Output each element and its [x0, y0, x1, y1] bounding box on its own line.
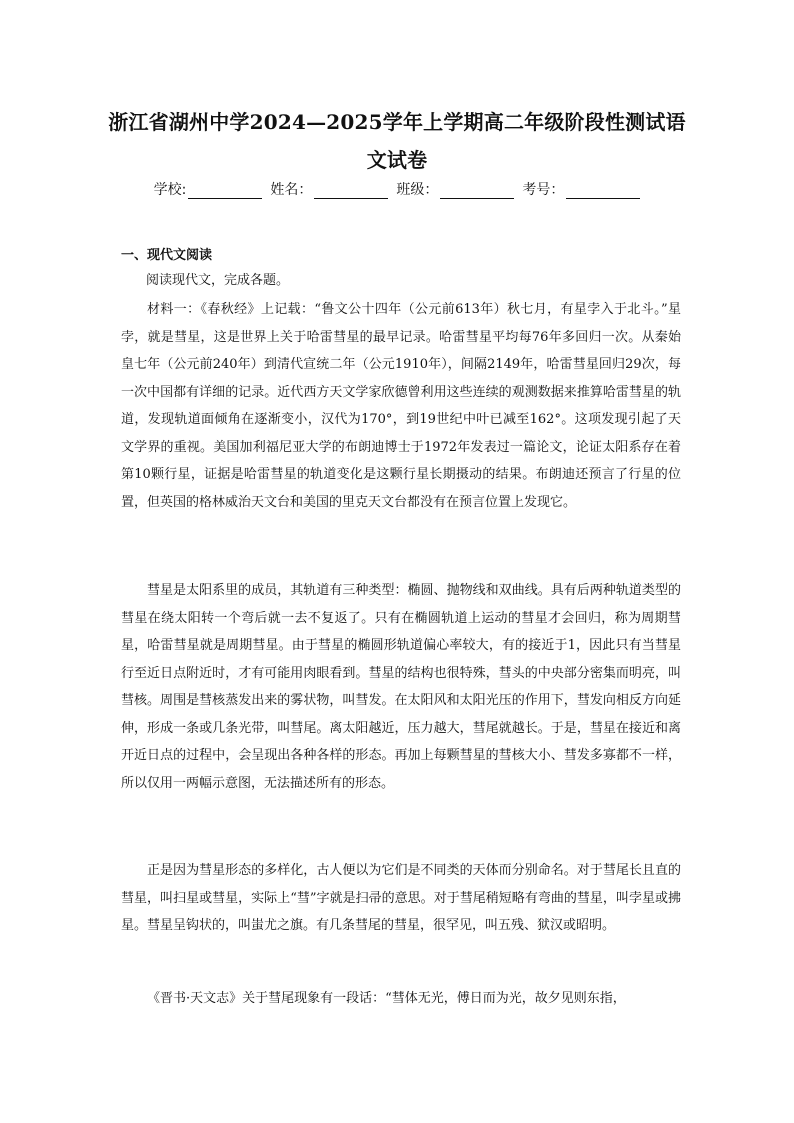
section-heading: 一、现代文阅读	[121, 248, 213, 263]
class-field	[396, 179, 514, 199]
paragraph-text: 彗星是太阳系里的成员，其轨道有三种类型：椭圆、抛物线和双曲线。具有后两种轨道类型的彗星在绕太阳转一个弯后就一去不复返了。只有在椭圆轨道上运动的彗星才会回归，称为周期彗星，哈雷彗星就是周期彗星。由于彗星的椭圆形轨道偏心率较大，有的接近于1，因此只有当彗星行至近日点附近时，才有可能用肉眼看到。彗星的结构也很特殊，彗头的中央部分密集而明亮，叫彗核。周围是彗核蒸发出来的雾状物，叫彗发。在太阳风和太阳光压的作用下，彗发向相反方向延伸，形成一条或几条光带，叫彗尾。离太阳越近，压力越大，彗尾就越长。于是，彗星在接近和离开近日点的过程中，会呈现出各种各样的形态。再加上每颗彗星的彗核大小、彗发多寡都不一样，所以仅用一两幅示意图，无法描述所有的形态。	[121, 583, 681, 791]
exam-title-line-1: 浙江省湖州中学2024—2025学年上学期高二年级阶段性测试语	[108, 110, 686, 134]
student-info-row	[0, 179, 794, 199]
name-label: 姓名：	[270, 182, 313, 198]
name-blank[interactable]	[314, 182, 388, 199]
exam-number-field	[522, 179, 640, 199]
passage-paragraph-2	[121, 577, 681, 797]
paragraph-text: 材料一：《春秋经》上记载：“鲁文公十四年（公元前613年）秋七月，有星孛入于北斗。”星孛，就是彗星，这是世界上关于哈雷彗星的最早记录。哈雷彗星平均每76年多回归一次。从秦始皇七年（公元前240年）到清代宣统二年（公元1910年），间隔2149年，哈雷彗星回归29次，每一次中国都有详细的记录。近代西方天文学家欣德曾利用这些连续的观测数据来推算哈雷彗星的轨道，发现轨道面倾角在逐渐变小，汉代为170°，到19世纪中叶已减至162°。这项发现引起了天文学界的重视。美国加利福尼亚大学的布朗迪博士于1972年发表过一篇论文，论证太阳系存在着第10颗行星，证据是哈雷彗星的轨道变化是这颗行星长期摄动的结果。布朗迪还预言了行星的位置，但英国的格林威治天文台和美国的里克天文台都没有在预言位置上发现它。	[121, 302, 681, 510]
reading-instruction: 阅读现代文，完成各题。	[146, 273, 290, 288]
class-blank[interactable]	[440, 182, 514, 199]
school-label: 学校:	[153, 182, 187, 198]
exam-title-line-2: 文试卷	[366, 148, 428, 172]
exam-number-label: 考号：	[522, 182, 565, 198]
school-blank[interactable]	[188, 182, 262, 199]
passage-paragraph-4	[121, 985, 681, 1013]
school-field	[154, 179, 263, 199]
paragraph-text: 《晋书·天文志》关于彗尾现象有一段话：“彗体无光，傅日而为光，故夕见则东指，	[147, 991, 626, 1006]
passage-paragraph-1	[121, 296, 681, 516]
passage-paragraph-3	[121, 857, 681, 940]
class-label: 班级：	[396, 182, 439, 198]
name-field	[270, 179, 388, 199]
exam-number-blank[interactable]	[566, 182, 640, 199]
paragraph-text: 正是因为彗星形态的多样化，古人便以为它们是不同类的天体而分别命名。对于彗尾长且直的彗星，叫扫星或彗星，实际上“彗”字就是扫帚的意思。对于彗尾稍短略有弯曲的彗星，叫孛星或拂星。彗星呈钩状的，叫蚩尤之旗。有几条彗尾的彗星，很罕见，叫五残、狱汉或昭明。	[121, 863, 681, 933]
